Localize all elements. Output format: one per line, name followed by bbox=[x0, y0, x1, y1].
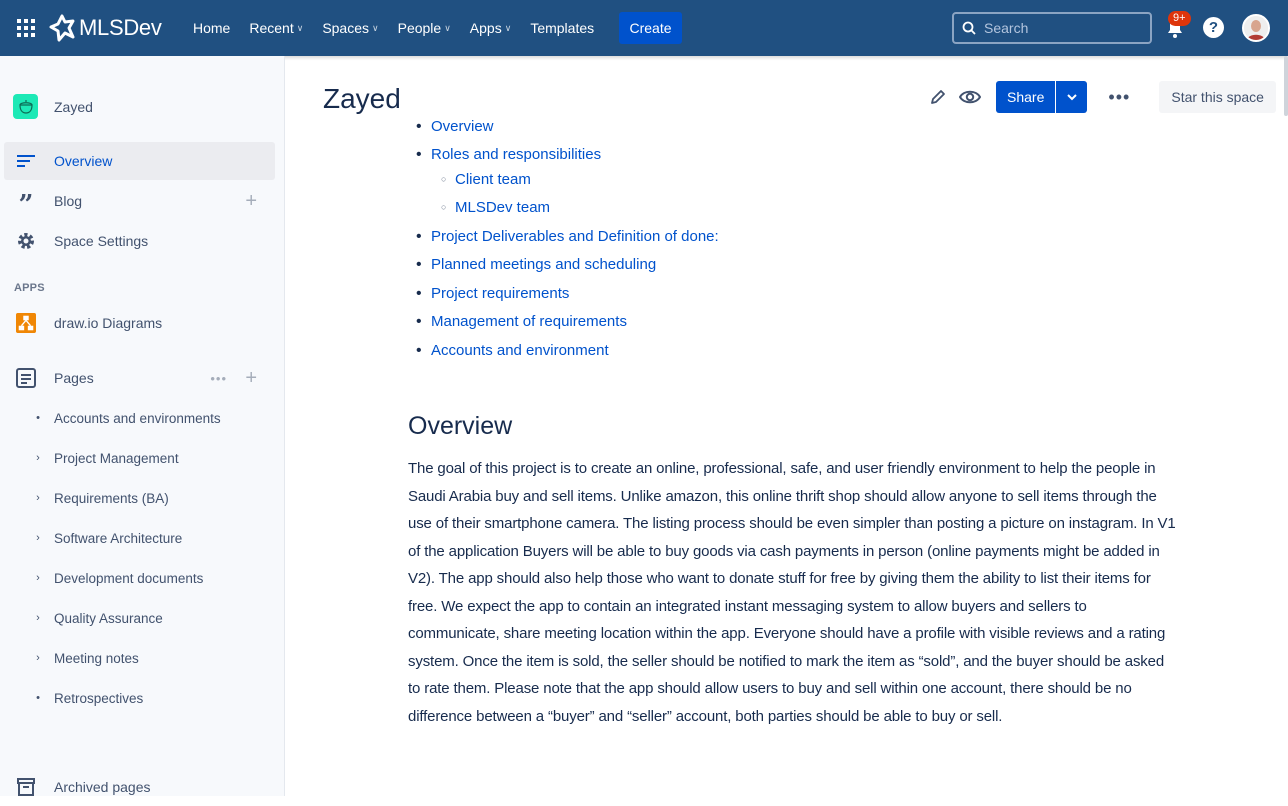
sidebar-item-pages[interactable] bbox=[4, 359, 275, 397]
page-tree-item-label: Retrospectives bbox=[54, 690, 144, 706]
more-actions-button[interactable]: ••• bbox=[1108, 86, 1131, 107]
quote-icon: ” bbox=[18, 190, 34, 220]
user-avatar[interactable] bbox=[1242, 14, 1270, 42]
page-tree-item[interactable] bbox=[30, 686, 143, 710]
toc-link[interactable]: Overview bbox=[431, 118, 494, 135]
nav-apps[interactable] bbox=[470, 20, 512, 36]
overview-paragraph: The goal of this project is to create an online, professional, safe, and user friendly environment to help the people in Saudi Arabia buy and sell items. Unlike amazon, this online thrift shop should allow anyone to sell items through the use of their smartphone camera. The listing process should be even simpler than posting a picture on instagram. In V1 of the application Buyers will be able to buy goods via cash payments in person (online payments might be added in V2). The app should also help those who want to donate stuff for free by giving them the ability to list their items for free. We expect the app to contain an integrated instant messaging system to allow buyers and sellers to communicate, share meeting location within the app. Everyone should have a profile with visible reviews and a rating system. Once the item is sold, the seller should be notified to mark the item as “sold”, and the buyer should be asked to rate them. Please note that the app should allow users to buy and sell within one account, there should be no difference between a “buyer” and “seller” account, both parties should be able to buy or sell. bbox=[408, 460, 1176, 725]
chevron-right-icon[interactable]: › bbox=[36, 652, 40, 664]
main-nav bbox=[193, 0, 613, 56]
sidebar-item-blog[interactable] bbox=[4, 182, 275, 220]
chevron-down-icon: ∨ bbox=[372, 22, 379, 33]
page-tree-item[interactable] bbox=[30, 526, 182, 550]
toc-item bbox=[431, 118, 494, 135]
toc-item bbox=[431, 256, 656, 273]
chevron-down-icon: ∨ bbox=[444, 22, 451, 33]
sidebar-item-overview[interactable] bbox=[4, 142, 275, 180]
mlsdev-logo[interactable] bbox=[47, 12, 162, 44]
sidebar-item-label: Space Settings bbox=[54, 233, 149, 249]
nav-spaces-label: Spaces bbox=[322, 20, 370, 36]
top-navigation-bar bbox=[0, 0, 1288, 56]
toc-link[interactable]: Management of requirements bbox=[431, 313, 627, 330]
sidebar-item-label: Overview bbox=[54, 153, 113, 169]
chevron-down-icon: ∨ bbox=[296, 22, 304, 33]
page-tree-item[interactable] bbox=[30, 486, 169, 510]
chevron-down-icon bbox=[1067, 94, 1077, 101]
app-switcher-grid-icon[interactable] bbox=[17, 19, 35, 37]
share-button[interactable]: Share bbox=[996, 81, 1055, 113]
drawio-icon bbox=[16, 312, 36, 334]
page-tree-item[interactable] bbox=[30, 646, 139, 670]
space-header[interactable] bbox=[13, 94, 93, 119]
page-tree-item-label: Requirements (BA) bbox=[54, 490, 169, 506]
sidebar-item-label: Blog bbox=[54, 193, 83, 209]
space-name: Zayed bbox=[54, 98, 93, 115]
chevron-down-icon: ∨ bbox=[504, 22, 512, 33]
nav-templates[interactable] bbox=[530, 20, 594, 36]
page-toolbar bbox=[926, 81, 1276, 113]
sidebar-item-archived-pages[interactable] bbox=[4, 768, 275, 806]
nav-people[interactable] bbox=[398, 20, 451, 36]
bullet-icon: • bbox=[36, 692, 40, 704]
page-tree-item[interactable] bbox=[30, 446, 179, 470]
gear-icon bbox=[16, 231, 36, 251]
toc-link[interactable]: Project requirements bbox=[431, 285, 570, 302]
space-acorn-icon bbox=[13, 94, 38, 119]
sidebar-item-label: Archived pages bbox=[54, 779, 151, 795]
user-avatar-photo-icon bbox=[1244, 16, 1268, 40]
page-tree-item[interactable] bbox=[30, 606, 163, 630]
space-sidebar bbox=[0, 56, 285, 796]
share-dropdown-button[interactable] bbox=[1055, 81, 1087, 113]
toc-item bbox=[431, 313, 627, 330]
sidebar-item-space-settings[interactable] bbox=[4, 222, 275, 260]
toc-link[interactable]: Accounts and environment bbox=[431, 342, 609, 359]
page-tree-item-label: Software Architecture bbox=[54, 530, 183, 546]
page-tree-item[interactable] bbox=[30, 566, 203, 590]
nav-home-label: Home bbox=[193, 20, 231, 36]
page-tree-item-label: Quality Assurance bbox=[54, 610, 163, 626]
help-icon[interactable]: ? bbox=[1203, 17, 1224, 38]
page-tree-item-label: Project Management bbox=[54, 450, 179, 466]
nav-people-label: People bbox=[397, 20, 442, 36]
nav-recent-label: Recent bbox=[249, 20, 294, 36]
toc-item bbox=[431, 285, 569, 302]
archive-box-icon bbox=[16, 778, 36, 796]
toc-link[interactable]: MLSDev team bbox=[455, 199, 551, 216]
share-button-group bbox=[996, 81, 1087, 113]
chevron-right-icon[interactable]: › bbox=[36, 612, 40, 624]
logo-star-icon bbox=[47, 13, 77, 43]
search-input[interactable] bbox=[984, 20, 1144, 36]
chevron-right-icon[interactable]: › bbox=[36, 572, 40, 584]
nav-apps-label: Apps bbox=[469, 20, 502, 36]
add-blog-plus-icon[interactable]: + bbox=[245, 189, 257, 212]
nav-home[interactable] bbox=[193, 20, 230, 36]
star-space-button[interactable]: Star this space bbox=[1159, 81, 1276, 113]
toc-subitem bbox=[455, 199, 550, 216]
page-tree-item-label: Development documents bbox=[54, 570, 204, 586]
toc-item bbox=[431, 342, 609, 359]
scrollbar-thumb[interactable] bbox=[1284, 56, 1288, 116]
sidebar-item-label: Pages bbox=[54, 370, 94, 386]
chevron-right-icon[interactable]: › bbox=[36, 492, 40, 504]
search-icon bbox=[962, 21, 976, 35]
sidebar-item-drawio[interactable] bbox=[4, 304, 275, 342]
toc-item bbox=[431, 146, 601, 163]
main-content bbox=[286, 56, 1288, 796]
chevron-right-icon[interactable]: › bbox=[36, 532, 40, 544]
apps-section-heading: APPS bbox=[14, 282, 45, 294]
nav-recent[interactable] bbox=[249, 20, 303, 36]
toc-link[interactable]: Planned meetings and scheduling bbox=[431, 256, 657, 273]
toc-link[interactable]: Client team bbox=[455, 171, 531, 188]
overview-lines-icon bbox=[16, 154, 36, 168]
page-tree-item-label: Accounts and environments bbox=[54, 410, 221, 426]
brand-name: MLSDev bbox=[79, 15, 162, 40]
search-box[interactable] bbox=[952, 12, 1152, 44]
toc-subitem bbox=[455, 171, 531, 188]
edit-pencil-icon[interactable] bbox=[926, 85, 950, 109]
overview-heading: Overview bbox=[408, 412, 513, 440]
toc-link[interactable]: Roles and responsibilities bbox=[431, 146, 602, 163]
nav-templates-label: Templates bbox=[530, 20, 595, 36]
bullet-icon: • bbox=[36, 412, 40, 424]
pages-more-icon[interactable]: ••• bbox=[210, 370, 227, 386]
notifications-badge: 9+ bbox=[1168, 11, 1191, 26]
page-title: Zayed bbox=[323, 83, 401, 114]
add-page-plus-icon[interactable]: + bbox=[245, 366, 257, 389]
create-button[interactable]: Create bbox=[619, 12, 682, 44]
page-tree-item-label: Meeting notes bbox=[54, 650, 139, 666]
page-tree-item[interactable] bbox=[30, 406, 221, 430]
toc-link[interactable]: Project Deliverables and Definition of done: bbox=[431, 228, 719, 245]
nav-spaces[interactable] bbox=[322, 20, 378, 36]
sidebar-item-label: draw.io Diagrams bbox=[54, 315, 163, 331]
chevron-right-icon[interactable]: › bbox=[36, 452, 40, 464]
pages-document-icon bbox=[16, 368, 36, 388]
watch-eye-icon[interactable] bbox=[958, 85, 982, 109]
toc-item bbox=[431, 228, 719, 245]
